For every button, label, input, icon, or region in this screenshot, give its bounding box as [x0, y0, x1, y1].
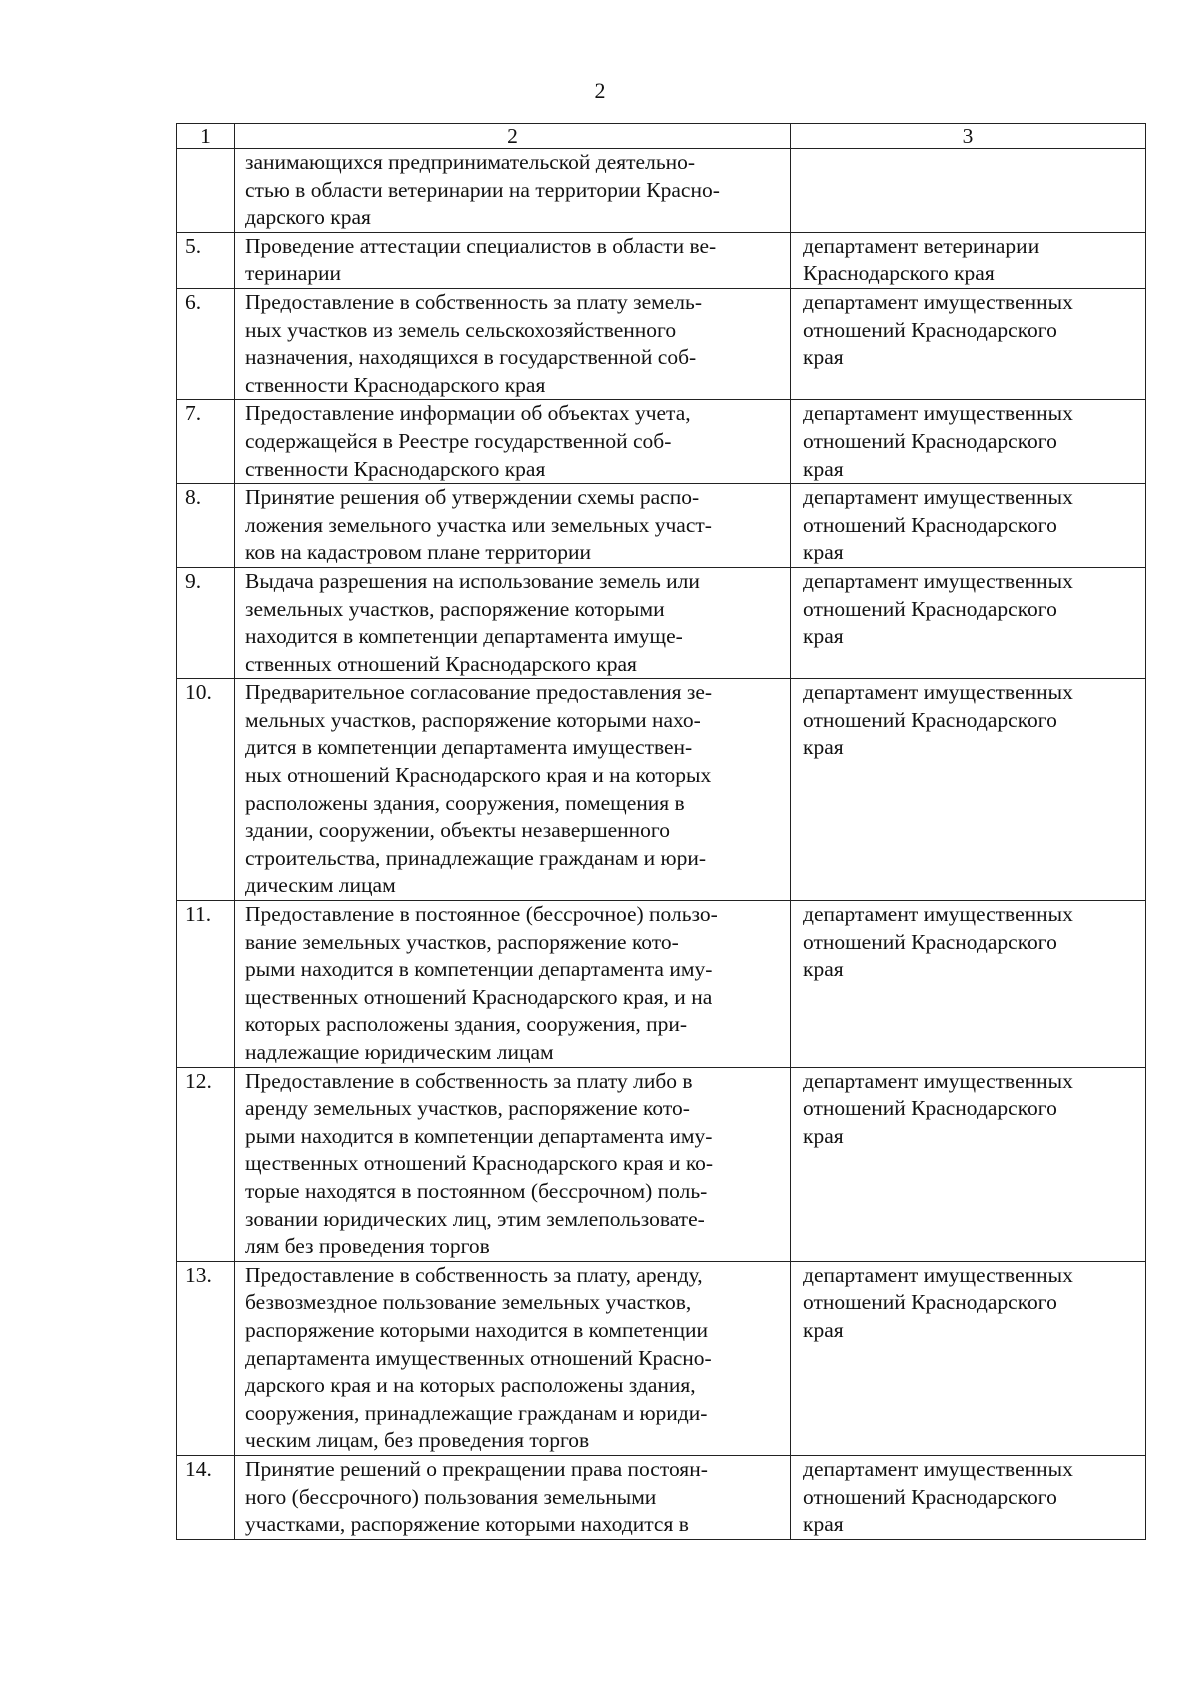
authority-line: края — [803, 957, 844, 982]
description-line: рыми находится в компетенции департамента иму- — [245, 1123, 713, 1148]
authority-line: департамент имущественных — [803, 680, 1073, 705]
description-line: дарского края — [245, 205, 371, 230]
description-line: рыми находится в компетенции департамента иму- — [245, 957, 713, 982]
authority-line: департамент имущественных — [803, 1456, 1073, 1481]
service-description — [235, 567, 791, 678]
description-line: щественных отношений Краснодарского края и ко- — [245, 1151, 714, 1176]
responsible-authority — [791, 679, 1146, 901]
row-number: 6. — [177, 288, 235, 399]
authority-line: департамент имущественных — [803, 568, 1073, 593]
page-number: 2 — [594, 78, 606, 103]
table-body — [177, 149, 1146, 1540]
table-row — [177, 149, 1146, 233]
service-description — [235, 679, 791, 901]
description-line: ных участков из земель сельскохозяйственного — [245, 317, 677, 342]
responsible-authority — [791, 149, 1146, 233]
description-line: безвозмездное пользование земельных участков, — [245, 1290, 692, 1315]
service-description — [235, 400, 791, 484]
description-line: мельных участков, распоряжение которыми нахо- — [245, 707, 701, 732]
description-line: Выдача разрешения на использование земель или — [245, 568, 700, 593]
description-line: ственности Краснодарского края — [245, 456, 546, 481]
authority-line: департамент ветеринарии — [803, 233, 1040, 258]
description-line: Предоставление в постоянное (бессрочное) пользо- — [245, 902, 718, 927]
description-line: надлежащие юридическим лицам — [245, 1040, 554, 1064]
responsible-authority — [791, 484, 1146, 568]
table-row — [177, 679, 1146, 901]
description-line: ков на кадастровом плане территории — [245, 540, 591, 565]
authority-line: края — [803, 456, 844, 481]
description-line: Предоставление в собственность за плату земель- — [245, 289, 703, 314]
table-row — [177, 567, 1146, 678]
authority-line: отношений Краснодарского — [803, 428, 1057, 453]
description-line: ственности Краснодарского края — [245, 372, 546, 397]
description-line: теринарии — [245, 261, 342, 286]
service-description — [235, 1261, 791, 1455]
row-number: 10. — [177, 679, 235, 901]
description-line: ческим лицам, без проведения торгов — [245, 1428, 590, 1453]
description-line: лям без проведения торгов — [245, 1234, 490, 1259]
description-line: дится в компетенции департамента имуществен- — [245, 735, 693, 760]
authority-line: отношений Краснодарского — [803, 317, 1057, 342]
table-row — [177, 901, 1146, 1068]
description-line: занимающихся предпринимательской деятельно- — [245, 150, 696, 174]
service-description — [235, 484, 791, 568]
row-number: 12. — [177, 1067, 235, 1261]
authority-line: департамент имущественных — [803, 1262, 1073, 1287]
description-line: дическим лицам — [245, 873, 396, 898]
description-line: сооружения, принадлежащие гражданам и юриди- — [245, 1400, 708, 1425]
description-line: назначения, находящихся в государственной соб- — [245, 345, 697, 370]
description-line: распоряжение которыми находится в компетенции — [245, 1317, 708, 1342]
responsible-authority — [791, 567, 1146, 678]
description-line: Принятие решений о прекращении права постоян- — [245, 1456, 708, 1481]
row-number: 9. — [177, 567, 235, 678]
description-line: которых расположены здания, сооружения, при- — [245, 1012, 688, 1037]
table-row — [177, 400, 1146, 484]
service-description — [235, 288, 791, 399]
description-line: земельных участков, распоряжение которыми — [245, 596, 665, 621]
authority-line: края — [803, 1317, 844, 1342]
table-row — [177, 1455, 1146, 1539]
row-number: 13. — [177, 1261, 235, 1455]
services-table — [176, 123, 1146, 1540]
description-line: ного (бессрочного) пользования земельными — [245, 1484, 657, 1509]
authority-line: края — [803, 624, 844, 649]
description-line: щественных отношений Краснодарского края, и на — [245, 984, 713, 1009]
responsible-authority — [791, 400, 1146, 484]
responsible-authority — [791, 1455, 1146, 1539]
description-line: Предоставление в собственность за плату либо в — [245, 1068, 693, 1093]
service-description — [235, 901, 791, 1068]
description-line: торые находятся в постоянном (бессрочном) поль- — [245, 1178, 708, 1203]
table-row — [177, 1261, 1146, 1455]
header-col-3: 3 — [791, 124, 1146, 149]
description-line: строительства, принадлежащие гражданам и юри- — [245, 845, 707, 870]
description-line: ных отношений Краснодарского края и на которых — [245, 763, 712, 788]
description-line: ственных отношений Краснодарского края — [245, 651, 637, 676]
authority-line: края — [803, 1512, 844, 1537]
responsible-authority — [791, 901, 1146, 1068]
responsible-authority — [791, 1261, 1146, 1455]
row-number: 14. — [177, 1455, 235, 1539]
authority-line: отношений Краснодарского — [803, 596, 1057, 621]
description-line: Предоставление в собственность за плату, аренду, — [245, 1262, 703, 1287]
table-row — [177, 1067, 1146, 1261]
row-number: 11. — [177, 901, 235, 1068]
authority-line: департамент имущественных — [803, 902, 1073, 927]
authority-line: Краснодарского края — [803, 261, 995, 286]
description-line: дарского края и на которых расположены здания, — [245, 1373, 696, 1398]
table-header-row — [177, 124, 1146, 149]
description-line: содержащейся в Реестре государственной соб- — [245, 428, 672, 453]
description-line: участками, распоряжение которыми находится в — [245, 1512, 689, 1537]
description-line: вание земельных участков, распоряжение кото- — [245, 929, 679, 954]
table-row — [177, 484, 1146, 568]
service-description — [235, 232, 791, 288]
description-line: здании, сооружении, объекты незавершенного — [245, 818, 670, 843]
description-line: находится в компетенции департамента имуще- — [245, 624, 683, 649]
description-line: Предварительное согласование предоставления зе- — [245, 680, 713, 705]
description-line: зовании юридических лиц, этим землепользовате- — [245, 1206, 705, 1231]
description-line: Принятие решения об утверждении схемы распо- — [245, 485, 700, 510]
header-col-1: 1 — [177, 124, 235, 149]
authority-line: департамент имущественных — [803, 289, 1073, 314]
authority-line: края — [803, 540, 844, 565]
description-line: аренду земельных участков, распоряжение кото- — [245, 1096, 690, 1121]
table-row — [177, 288, 1146, 399]
row-number: 8. — [177, 484, 235, 568]
authority-line: края — [803, 1123, 844, 1148]
responsible-authority — [791, 1067, 1146, 1261]
header-col-2: 2 — [235, 124, 791, 149]
row-number — [177, 149, 235, 233]
authority-line: отношений Краснодарского — [803, 1484, 1057, 1509]
description-line: Предоставление информации об объектах учета, — [245, 401, 691, 426]
authority-line: отношений Краснодарского — [803, 929, 1057, 954]
service-description — [235, 1455, 791, 1539]
authority-line: отношений Краснодарского — [803, 512, 1057, 537]
responsible-authority — [791, 232, 1146, 288]
authority-line: департамент имущественных — [803, 485, 1073, 510]
authority-line: отношений Краснодарского — [803, 1290, 1057, 1315]
description-line: стью в области ветеринарии на территории Красно- — [245, 177, 720, 202]
authority-line: департамент имущественных — [803, 1068, 1073, 1093]
authority-line: края — [803, 345, 844, 370]
row-number: 5. — [177, 232, 235, 288]
description-line: ложения земельного участка или земельных участ- — [245, 512, 712, 537]
authority-line: края — [803, 735, 844, 760]
authority-line: отношений Краснодарского — [803, 707, 1057, 732]
responsible-authority — [791, 288, 1146, 399]
authority-line: департамент имущественных — [803, 401, 1073, 426]
service-description — [235, 1067, 791, 1261]
service-description — [235, 149, 791, 233]
authority-line: отношений Краснодарского — [803, 1096, 1057, 1121]
description-line: департамента имущественных отношений Красно- — [245, 1345, 712, 1370]
table-row — [177, 232, 1146, 288]
description-line: Проведение аттестации специалистов в области ве- — [245, 233, 717, 258]
row-number: 7. — [177, 400, 235, 484]
description-line: расположены здания, сооружения, помещения в — [245, 790, 685, 815]
